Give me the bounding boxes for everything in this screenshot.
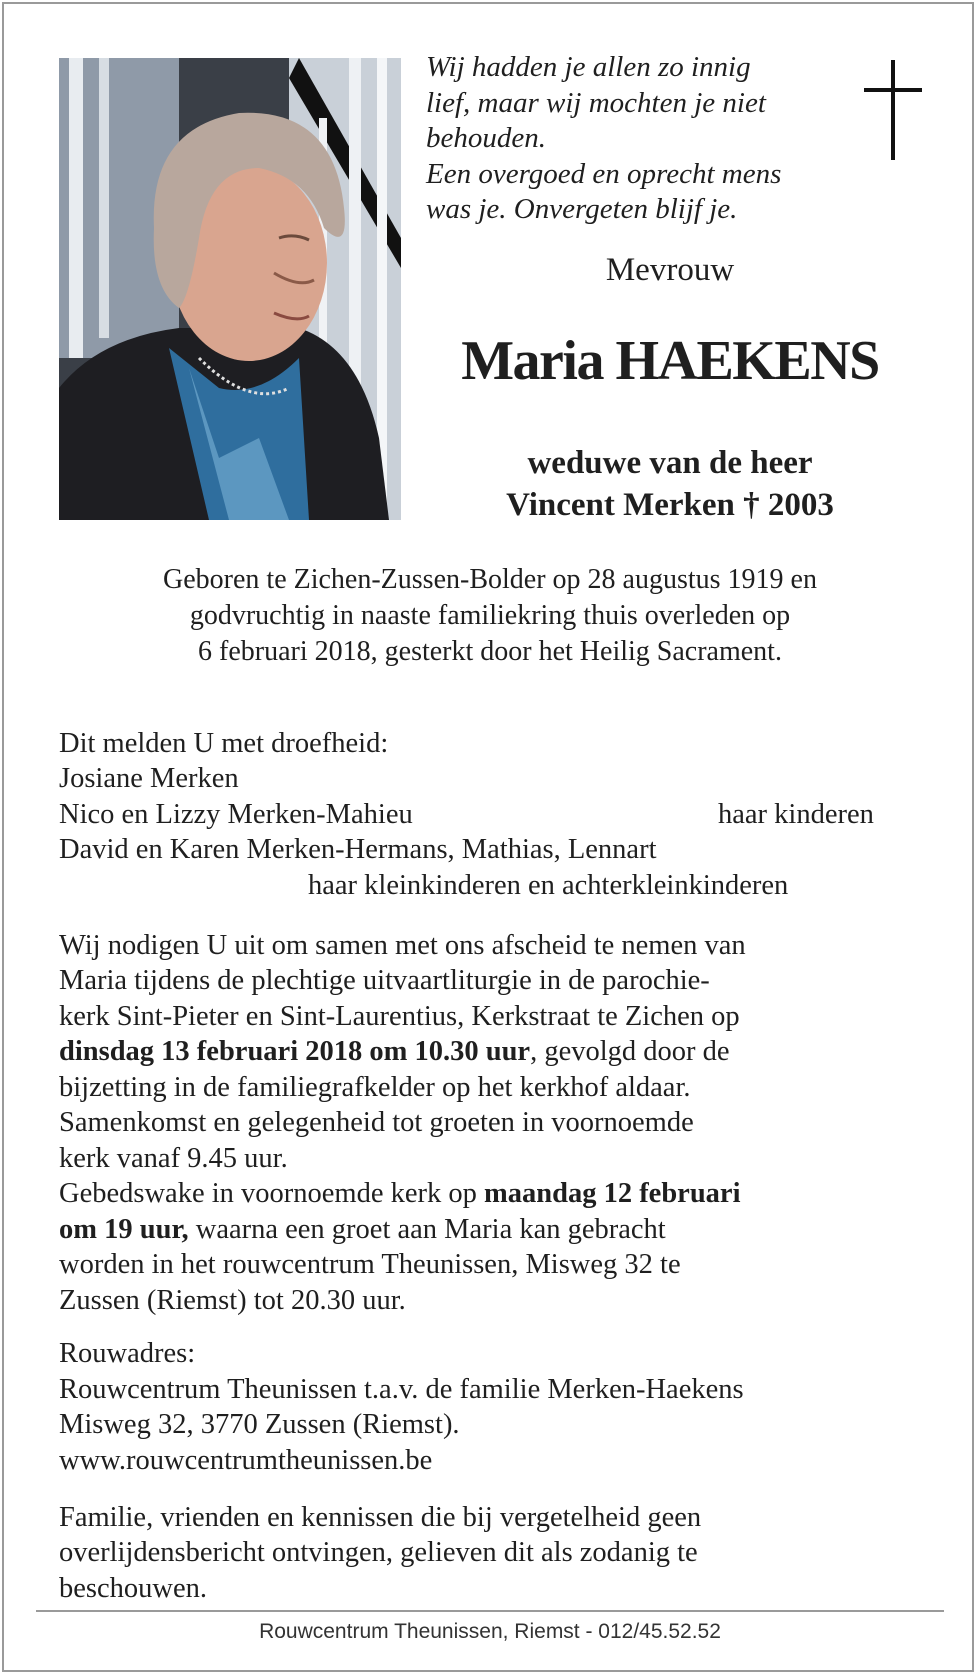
poem-line: Een overgoed en oprecht mens xyxy=(426,157,782,190)
cross-icon xyxy=(864,60,922,160)
poem-line: Wij hadden je allen zo innig xyxy=(426,51,751,83)
birth-death-paragraph xyxy=(40,562,940,670)
invitation-text: Gebedswake in voornoemde kerk op xyxy=(59,1178,484,1209)
address-line: Misweg 32, 3770 Zussen (Riemst). xyxy=(59,1409,460,1440)
poem xyxy=(426,50,816,228)
invitation-line: Maria tijdens de plechtige uitvaartliturgie in de parochie- xyxy=(59,965,710,996)
portrait-photo xyxy=(59,58,401,520)
footer-divider xyxy=(36,1610,944,1612)
invitation-line xyxy=(59,1176,741,1212)
invitation-line xyxy=(59,1212,666,1248)
birth-line: 6 februari 2018, gesterkt door het Heilig Sacrament. xyxy=(198,636,782,667)
poem-line: was je. Onvergeten blijf je. xyxy=(426,193,738,225)
birth-line: Geboren te Zichen-Zussen-Bolder op 28 augustus 1919 en xyxy=(163,564,817,595)
invitation-text: , gevolgd door de xyxy=(530,1036,730,1067)
invitation-text: waarna een groet aan Maria kan gebracht xyxy=(188,1214,666,1245)
poem-line: behouden. xyxy=(426,122,546,154)
address-label: Rouwadres: xyxy=(59,1338,196,1369)
widow-line-2: Vincent Merken † 2003 xyxy=(506,487,834,523)
family-intro: Dit melden U met droefheid: xyxy=(59,728,389,759)
salutation: Mevrouw xyxy=(605,252,735,288)
birth-line: godvruchtig in naaste familiekring thuis overleden op xyxy=(189,600,791,631)
family-child: Nico en Lizzy Merken-Mahieu xyxy=(59,799,413,830)
invitation-line xyxy=(59,1034,730,1070)
children-label: haar kinderen xyxy=(718,799,874,830)
invitation-line: kerk vanaf 9.45 uur. xyxy=(59,1143,288,1174)
invitation-line: Samenkomst en gelegenheid tot groeten in voornoemde xyxy=(59,1107,694,1138)
closing-line: Familie, vrienden en kennissen die bij vergetelheid geen xyxy=(59,1502,702,1533)
poem-line: lief, maar wij mochten je niet xyxy=(426,86,766,119)
family-grandchildren: David en Karen Merken-Hermans, Mathias, Lennart xyxy=(59,834,657,865)
footer-contact: Rouwcentrum Theunissen, Riemst - 012/45.52.52 xyxy=(259,1620,721,1643)
funeral-date: dinsdag 13 februari 2018 om 10.30 uur xyxy=(59,1036,531,1067)
vigil-time: om 19 uur, xyxy=(59,1214,189,1245)
deceased-name: Maria HAEKENS xyxy=(461,330,879,392)
widow-of xyxy=(430,442,910,526)
closing-line: overlijdensbericht ontvingen, gelieven dit als zodanig te xyxy=(59,1537,698,1568)
website-link[interactable]: www.rouwcentrumtheunissen.be xyxy=(59,1445,433,1476)
invitation-line: Zussen (Riemst) tot 20.30 uur. xyxy=(59,1285,406,1316)
closing-line: beschouwen. xyxy=(59,1573,207,1604)
widow-line-1: weduwe van de heer xyxy=(527,445,813,481)
invitation-line: Wij nodigen U uit om samen met ons afscheid te nemen van xyxy=(59,930,746,961)
vigil-date: maandag 12 februari xyxy=(484,1178,741,1209)
invitation-line: worden in het rouwcentrum Theunissen, Misweg 32 te xyxy=(59,1249,681,1280)
grandchildren-label: haar kleinkinderen en achterkleinkinderen xyxy=(308,870,789,901)
address-line: Rouwcentrum Theunissen t.a.v. de familie Merken-Haekens xyxy=(59,1374,744,1405)
invitation-line: kerk Sint-Pieter en Sint-Laurentius, Kerkstraat te Zichen op xyxy=(59,1001,740,1032)
invitation-line: bijzetting in de familiegrafkelder op het kerkhof aldaar. xyxy=(59,1072,691,1103)
family-child: Josiane Merken xyxy=(59,763,239,794)
